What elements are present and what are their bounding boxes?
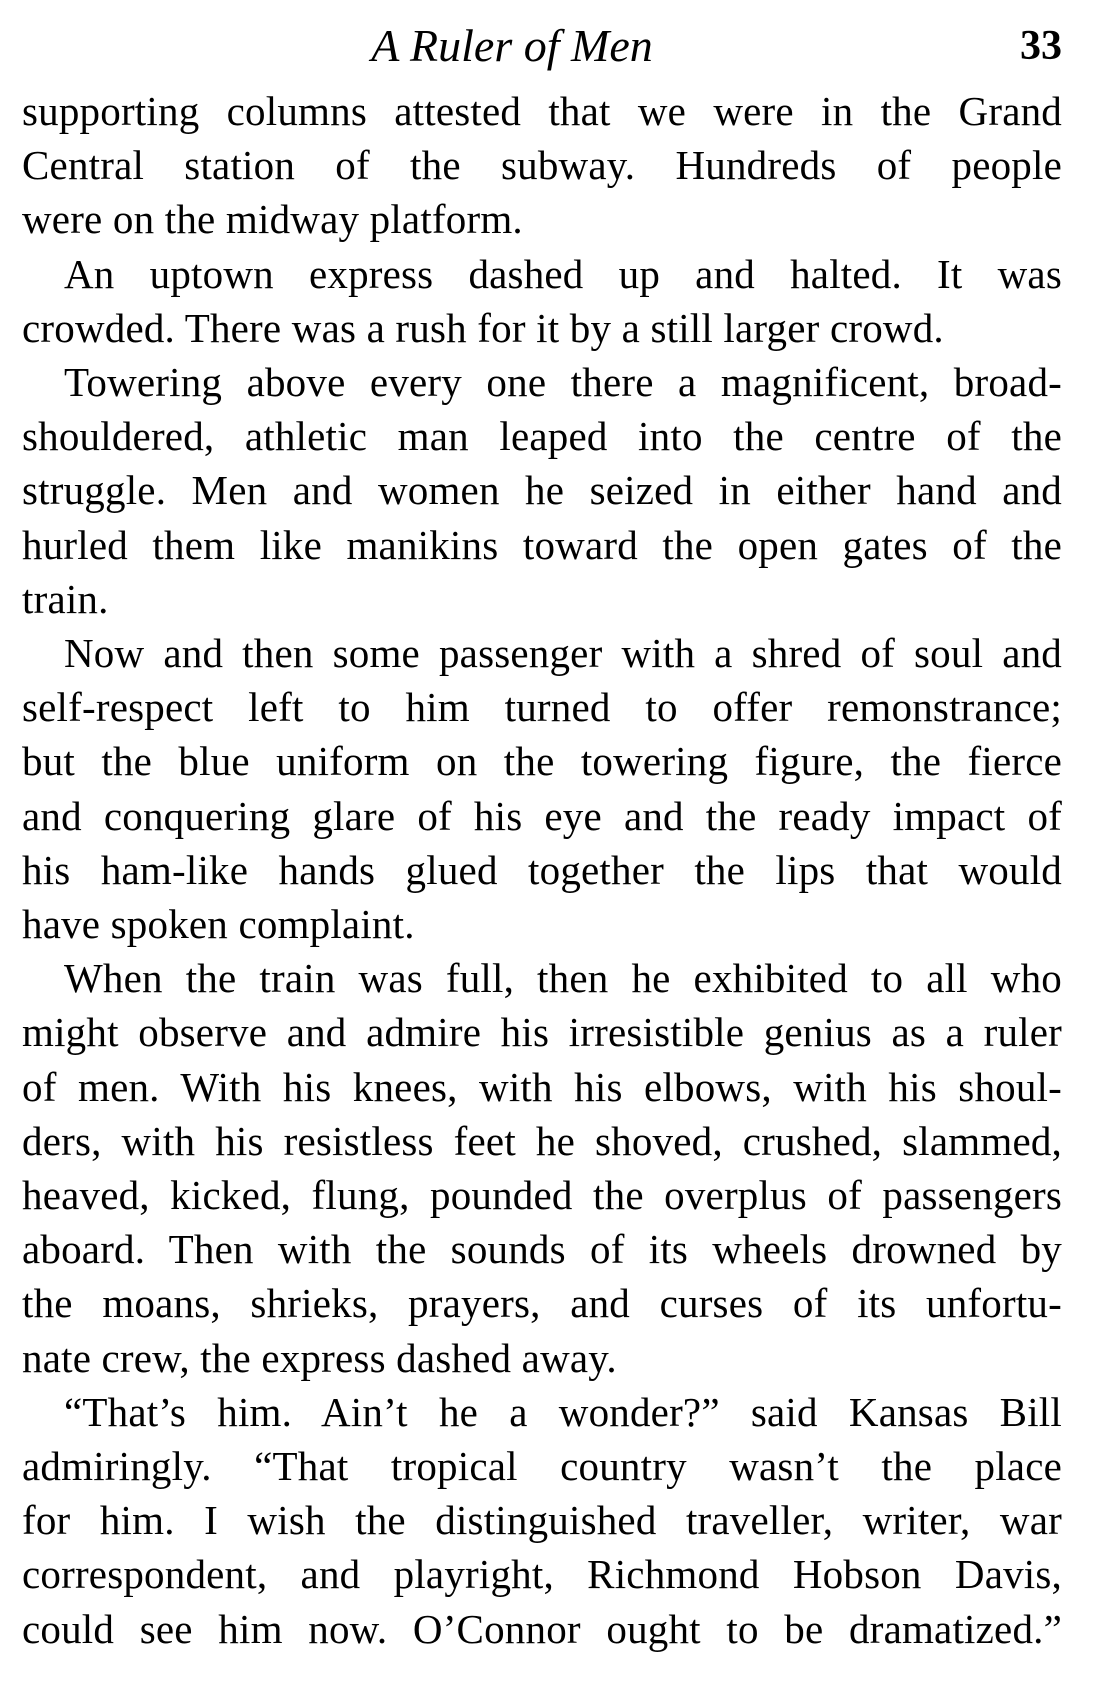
text-line: of men. With his knees, with his elbows, with his shoul- [22, 1063, 1062, 1110]
text-line: self-respect left to him turned to offer remonstrance; [22, 684, 1062, 731]
paragraph [22, 951, 1062, 1385]
text-line: shouldered, athletic man leaped into the centre of the [22, 413, 1062, 460]
text-line: nate crew, the express dashed away. [22, 1334, 617, 1381]
text-line: correspondent, and playright, Richmond Hobson Davis, [22, 1551, 1062, 1598]
text-line: could see him now. O’Connor ought to be dramatized.” [22, 1605, 1062, 1652]
text-line: Now and then some passenger with a shred of soul and [64, 630, 1062, 677]
text-line: and conquering glare of his eye and the ready impact of [22, 792, 1062, 839]
paragraph [22, 84, 1062, 247]
text-line: were on the midway platform. [22, 196, 523, 243]
text-line: train. [22, 575, 109, 622]
text-line: Towering above every one there a magnificent, broad- [64, 359, 1062, 406]
text-line: his ham-like hands glued together the lips that would [22, 846, 1062, 893]
paragraph [22, 626, 1062, 951]
text-line: ders, with his resistless feet he shoved, crushed, slammed, [22, 1117, 1062, 1164]
text-line: the moans, shrieks, prayers, and curses of its unfortu- [22, 1280, 1062, 1327]
paragraph [22, 355, 1062, 626]
text-line: aboard. Then with the sounds of its wheels drowned by [22, 1226, 1062, 1273]
text-line: heaved, kicked, flung, pounded the overplus of passengers [22, 1172, 1062, 1219]
text-line: crowded. There was a rush for it by a still larger crowd. [22, 304, 944, 351]
paragraph [22, 247, 1062, 355]
book-page [22, 12, 1062, 1656]
text-line: hurled them like manikins toward the open gates of the [22, 521, 1062, 568]
text-line: for him. I wish the distinguished traveller, writer, war [22, 1497, 1062, 1544]
text-line: An uptown express dashed up and halted. It was [64, 250, 1062, 297]
text-line: struggle. Men and women he seized in either hand and [22, 467, 1062, 514]
page-header [22, 12, 1062, 84]
text-line: but the blue uniform on the towering figure, the fierce [22, 738, 1062, 785]
running-title: A Ruler of Men [371, 20, 653, 71]
page-number: 33 [1020, 23, 1062, 69]
text-line: Central station of the subway. Hundreds of people [22, 142, 1062, 189]
paragraph [22, 1385, 1062, 1656]
text-line: have spoken complaint. [22, 901, 415, 948]
text-line: supporting columns attested that we were in the Grand [22, 88, 1062, 134]
body-text [22, 84, 1062, 1656]
text-line: might observe and admire his irresistible genius as a ruler [22, 1009, 1062, 1056]
text-line: “That’s him. Ain’t he a wonder?” said Kansas Bill [64, 1388, 1062, 1435]
text-line: When the train was full, then he exhibited to all who [64, 955, 1062, 1002]
text-line: admiringly. “That tropical country wasn’t the place [22, 1443, 1062, 1490]
